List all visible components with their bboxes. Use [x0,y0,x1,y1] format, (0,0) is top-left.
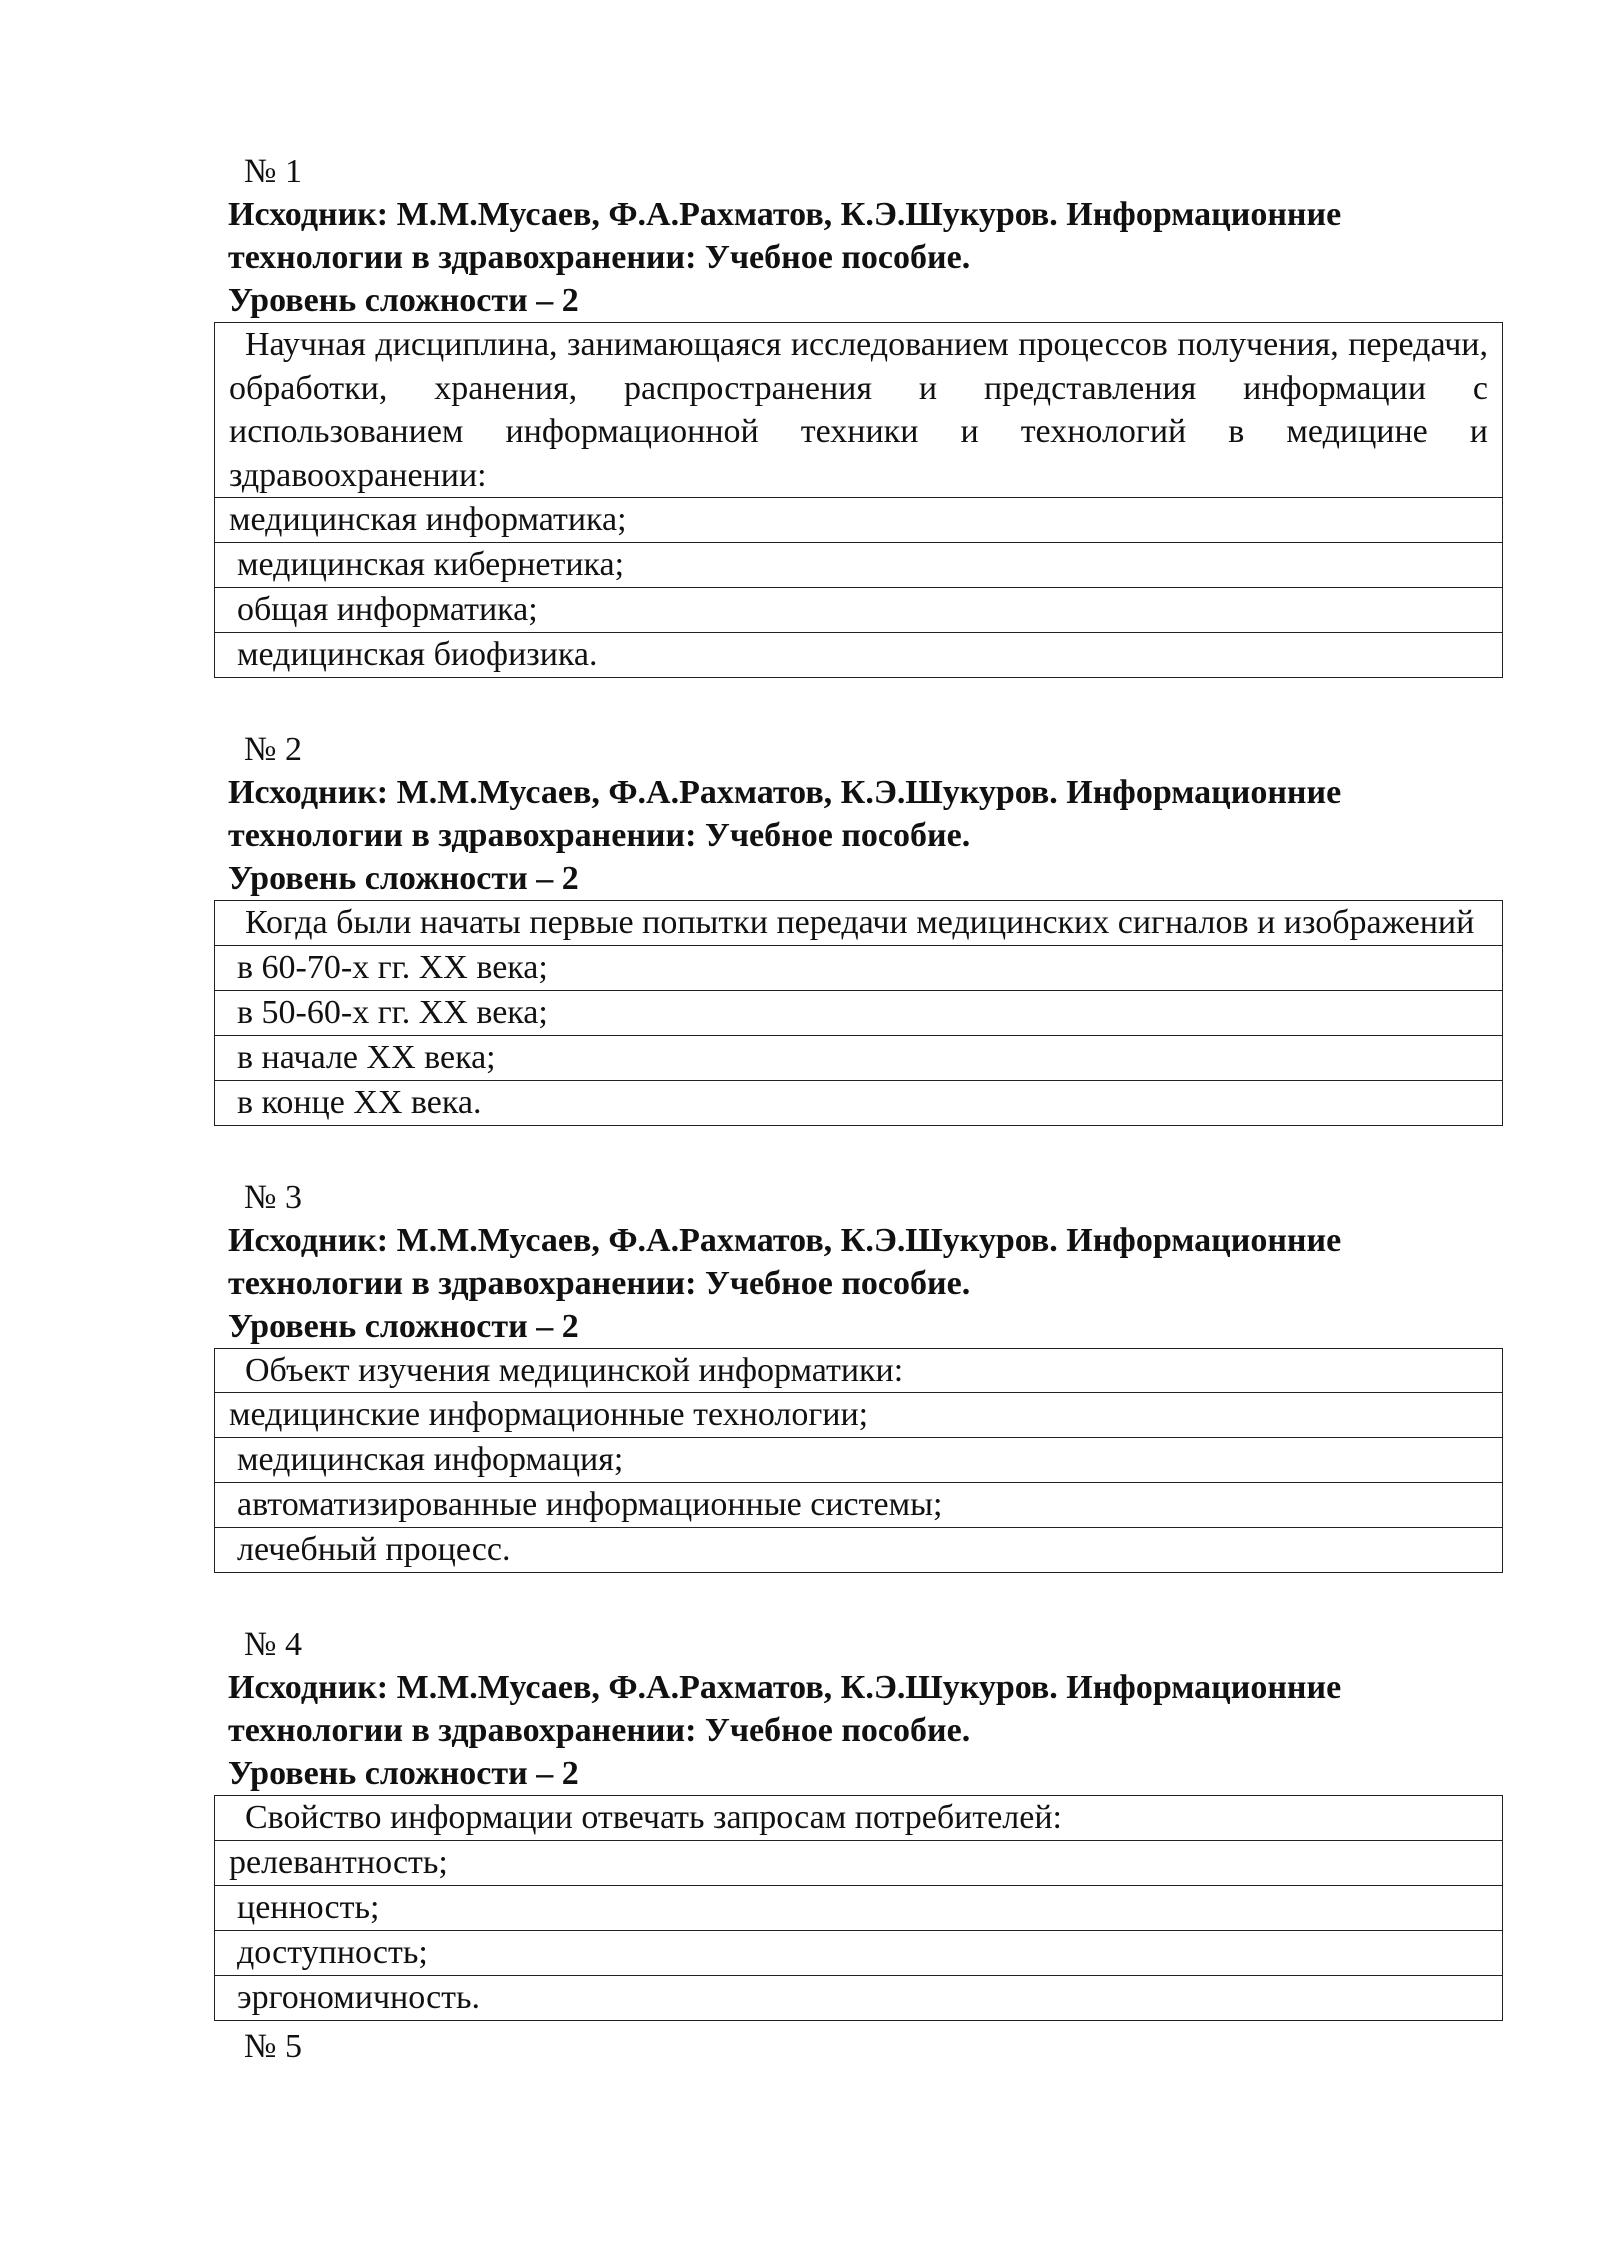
difficulty-level: Уровень сложности – 2 [228,1307,579,1345]
difficulty-level: Уровень сложности – 2 [228,282,579,319]
answer-option-row [215,498,1503,543]
answer-option: в начале XX века; [215,1035,1503,1080]
answer-option: релевантность; [215,1840,1503,1885]
answer-option: медицинская информатика; [215,498,1503,543]
question-prompt-row [215,1348,1503,1393]
question-table [214,322,1503,678]
answer-option: в конце XX века. [215,1080,1503,1125]
question-3 [228,1176,1503,1574]
answer-option-row [215,588,1503,633]
answer-option: в 50-60-х гг. XX века; [215,990,1503,1035]
answer-option-row [215,1393,1503,1438]
answer-option: общая информатика; [215,588,1503,633]
answer-option-row [215,1035,1503,1080]
answer-option-row [215,1080,1503,1125]
answer-option-row [215,633,1503,678]
question-table [214,1348,1503,1574]
answer-option-row [215,1438,1503,1483]
answer-option-row [215,945,1503,990]
answer-option-row [215,1483,1503,1528]
answer-option: в 60-70-х гг. XX века; [215,945,1503,990]
answer-option-row [215,1840,1503,1885]
answer-option: лечебный процесс. [215,1528,1503,1573]
answer-option-row [215,1930,1503,1975]
question-number: № 4 [244,1626,302,1663]
answer-option-row [215,1885,1503,1930]
question-source: Исходник: М.М.Мусаев, Ф.А.Рахматов, К.Э.Шукуров. Информационние технологии в здравохранении: Учебное пособие. [228,774,1342,854]
question-number: № 1 [244,153,302,190]
question-prompt-row [215,323,1503,498]
question-prompt-row [215,901,1503,946]
answer-option-row [215,1528,1503,1573]
question-2 [228,728,1503,1126]
question-prompt: Свойство информации отвечать запросам потребителей: [215,1796,1503,1841]
answer-option-row [215,1975,1503,2020]
difficulty-level: Уровень сложности – 2 [228,860,579,897]
question-prompt: Научная дисциплина, занимающаяся исследованием процессов получения, передачи, обработки, хранения, распространения и представления информации с использованием информационной техники и технологий в медицине и здравоохранении: [215,323,1503,498]
answer-option: медицинская биофизика. [215,633,1503,678]
question-number: № 2 [244,731,302,768]
question-prompt: Когда были начаты первые попытки передачи медицинских сигналов и изображений [215,901,1503,946]
answer-option: автоматизированные информационные системы; [215,1483,1503,1528]
question-source: Исходник: М.М.Мусаев, Ф.А.Рахматов, К.Э.Шукуров. Информационние технологии в здравохранении: Учебное пособие. [228,196,1342,276]
answer-option-row [215,990,1503,1035]
answer-option-row [215,543,1503,588]
answer-option: ценность; [215,1885,1503,1930]
next-question-number: № 5 [244,2027,302,2065]
question-prompt: Объект изучения медицинской информатики: [215,1348,1503,1393]
question-source: Исходник: М.М.Мусаев, Ф.А.Рахматов, К.Э.Шукуров. Информационние технологии в здравохранении: Учебное пособие. [228,1669,1342,1749]
question-source: Исходник: М.М.Мусаев, Ф.А.Рахматов, К.Э.Шукуров. Информационние технологии в здравохранении: Учебное пособие. [228,1221,1342,1302]
question-number: № 3 [244,1178,302,1216]
difficulty-level: Уровень сложности – 2 [228,1755,579,1792]
question-prompt-row [215,1796,1503,1841]
answer-option: эргономичность. [215,1975,1503,2020]
answer-option: доступность; [215,1930,1503,1975]
answer-option: медицинская информация; [215,1438,1503,1483]
answer-option: медицинские информационные технологии; [215,1393,1503,1438]
question-table [214,900,1503,1126]
question-4 [228,1623,1503,2021]
question-table [214,1795,1503,2021]
answer-option: медицинская кибернетика; [215,543,1503,588]
question-1 [228,150,1503,678]
